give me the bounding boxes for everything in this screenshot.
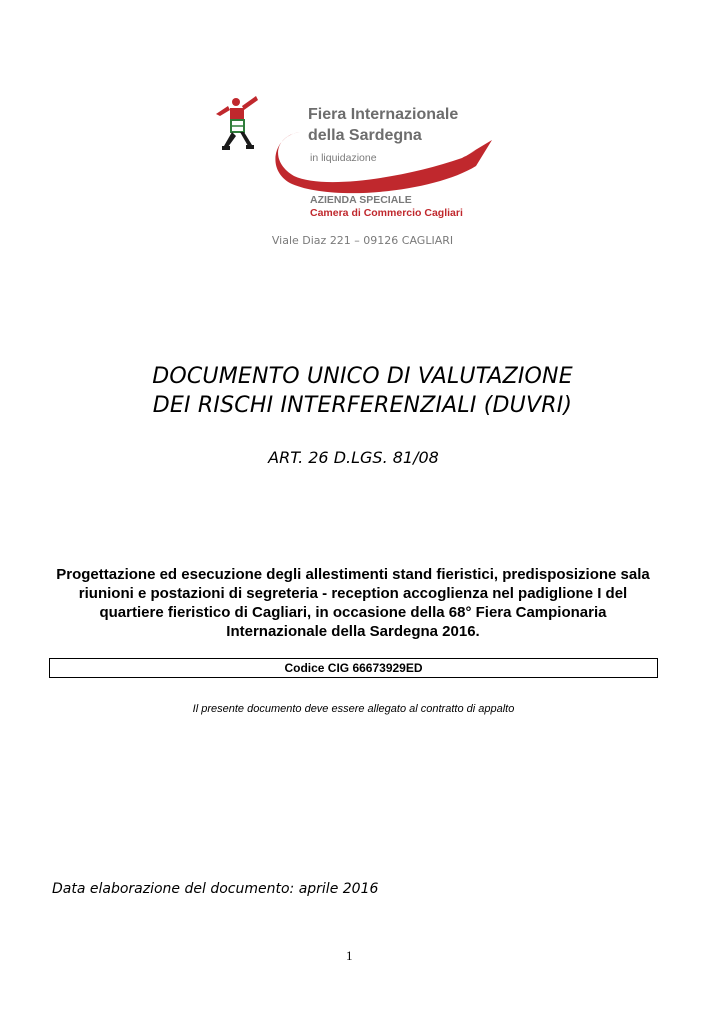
logo-name-line1: Fiera Internazionale (308, 106, 459, 123)
fiera-logo (214, 92, 504, 224)
elaboration-date: Data elaborazione del documento: aprile 2016 (52, 881, 379, 897)
address: Viale Diaz 221 – 09126 CAGLIARI (271, 234, 454, 247)
document-title-line2: DEI RISCHI INTERFERENZIALI (DUVRI) (152, 393, 573, 418)
document-title-line1: DOCUMENTO UNICO DI VALUTAZIONE (152, 364, 573, 389)
logo-name-line2: della Sardegna (308, 127, 422, 144)
logo-status: in liquidazione (310, 152, 377, 164)
drummer-figure-icon (216, 96, 258, 150)
logo-agency: AZIENDA SPECIALE (310, 194, 412, 206)
legal-reference: ART. 26 D.LGS. 81/08 (268, 448, 439, 467)
logo-chamber: Camera di Commercio Cagliari (310, 207, 463, 219)
page-number: 1 (346, 948, 353, 963)
attachment-note: Il presente documento deve essere allegato al contratto di appalto (192, 703, 515, 715)
project-description: Progettazione ed esecuzione degli allestimenti stand fieristici, predisposizione sala riunioni e postazioni di segreteria - reception accoglienza nel padiglione I del quartiere fieristico di Cagliari, in occasione della 68° Fiera Campionaria Internazionale della Sardegna 2016. (56, 566, 650, 640)
cig-code-box: Codice CIG 66673929ED (49, 658, 658, 678)
